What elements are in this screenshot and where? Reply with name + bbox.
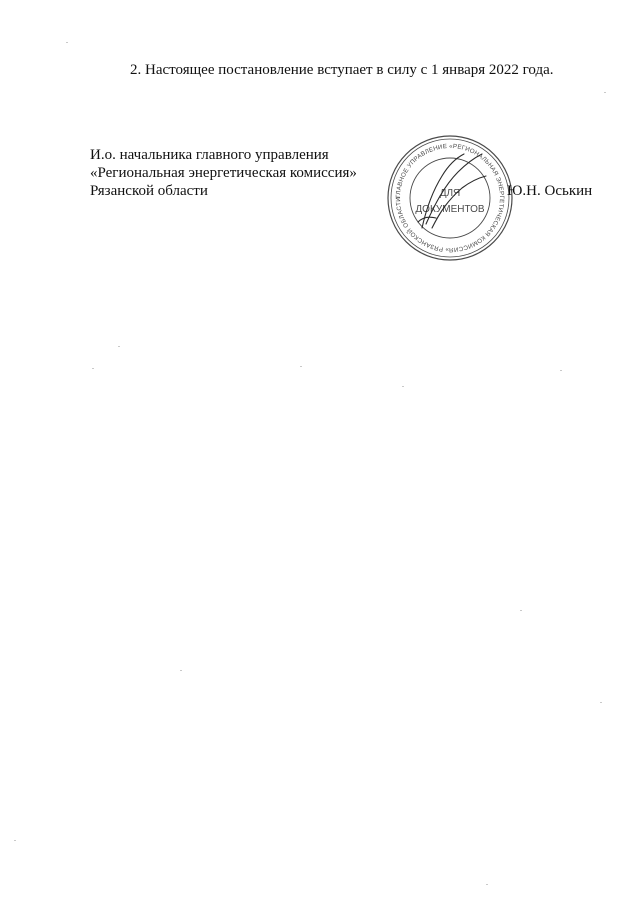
official-stamp	[382, 132, 518, 264]
stamp-seal-graphic	[382, 132, 518, 264]
scan-speck	[402, 386, 404, 387]
scan-speck	[66, 42, 68, 43]
signatory-title-line-3: Рязанской области	[90, 183, 208, 199]
stamp-center-line-2: ДОКУМЕНТОВ	[415, 204, 485, 215]
scan-speck	[520, 610, 522, 611]
scan-speck	[600, 702, 602, 703]
signer-name: Ю.Н. Оськин	[507, 183, 593, 199]
scan-speck	[180, 670, 182, 671]
scan-speck	[14, 840, 16, 841]
scan-speck	[118, 346, 120, 347]
clause-paragraph: 2. Настоящее постановление вступает в силу с 1 января 2022 года.	[130, 62, 554, 78]
signatory-title-line-1: И.о. начальника главного управления	[90, 147, 329, 163]
stamp-ring-text: ГЛАВНОЕ УПРАВЛЕНИЕ «РЕГИОНАЛЬНАЯ ЭНЕРГЕТИЧЕСКАЯ КОМИССИЯ» РЯЗАНСКОЙ ОБЛАСТИ	[394, 142, 506, 254]
signatory-title-line-2: «Региональная энергетическая комиссия»	[90, 165, 357, 181]
stamp-center-line-1: ДЛЯ	[439, 188, 461, 199]
scan-speck	[604, 92, 606, 93]
scan-speck	[560, 370, 562, 371]
scan-speck	[486, 884, 488, 885]
scan-speck	[300, 366, 302, 367]
signatory-block	[90, 146, 390, 200]
scan-speck	[92, 368, 94, 369]
